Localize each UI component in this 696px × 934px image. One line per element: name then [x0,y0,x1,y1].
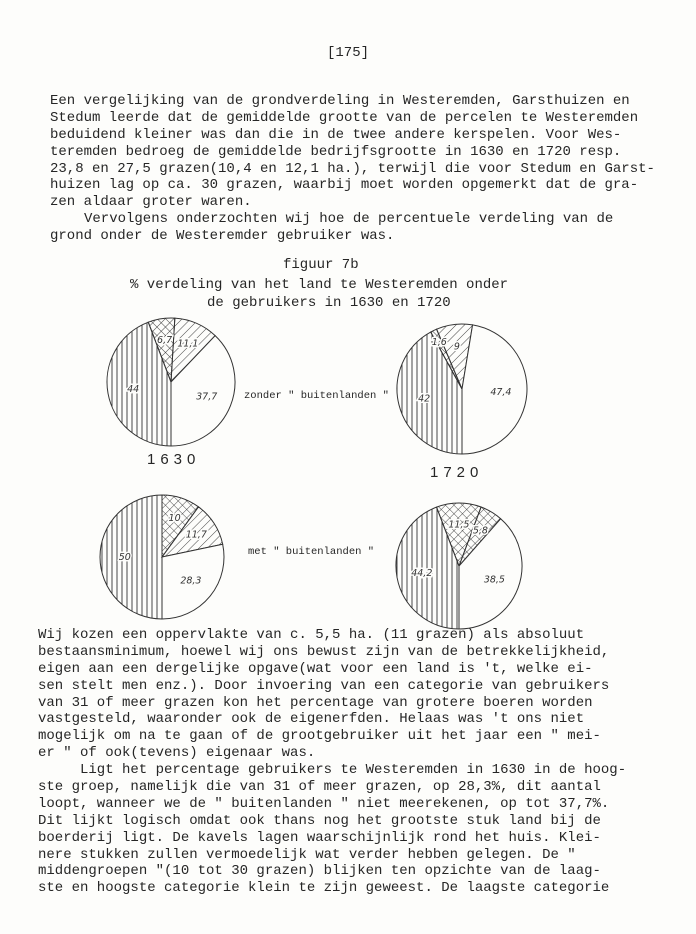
pie-1720-with-buitenlanden [396,503,522,629]
pie-slice-label: 11,5 [448,519,470,531]
paragraph-discussion [38,627,626,897]
pie-slice-label: 9 [453,341,460,353]
text-line: Dit lijkt logisch omdat ook thans nog het grootste stuk land bij de [38,812,601,829]
figure-subtitle: de gebruikers in 1630 en 1720 [207,295,451,311]
figure-label: figuur 7b [283,257,359,273]
text-line: eigen aan een dergelijke opgave(wat voor een land is 't, welke ei- [38,660,593,677]
figure-title: % verdeling van het land te Westeremden onder [130,277,509,293]
text-line: 23,8 en 27,5 grazen(10,4 en 12,1 ha.), terwijl die voor Stedum en Garst- [50,160,655,177]
text-line: er " of ook(tevens) eigenaar was. [38,745,316,762]
text-line: sen stelt men enz.). Door invoering van een categorie van gebruikers [38,677,610,694]
text-line: van 31 of meer grazen kon het percentage van grotere boeren worden [38,694,593,711]
text-line: Ligt het percentage gebruikers te Westeremden in 1630 in de hoog- [80,762,627,779]
text-line: ste groep, namelijk die van 31 of meer grazen, op 28,3%, dit aantal [38,779,601,796]
pie-slice-label: 47,4 [490,387,512,399]
text-line: teremden bedroeg de gemiddelde bedrijfsgrootte in 1630 en 1720 resp. [50,143,622,160]
pie-slice-label: 42 [418,393,431,405]
pie-slice-label: 10 [168,513,181,525]
text-line: Vervolgens onderzochten wij hoe de percentuele verdeling van de [84,211,614,228]
page-number: [175] [327,45,370,61]
pie-slice-label: 44,2 [411,567,433,579]
pie-slice-label: 50 [118,552,131,563]
text-line: Een vergelijking van de grondverdeling in Westeremden, Garsthuizen en [50,93,630,109]
pie-slice-label: 37,7 [196,391,218,403]
text-line: boerderij ligt. De kavels lagen waarschijnlijk rond het huis. Klei- [38,829,601,846]
text-line: grond onder de Westeremder gebruiker was. [50,228,395,245]
pie-slice-label: 38,5 [483,574,505,586]
pie-slice-label: 11,1 [177,338,199,350]
pie-slice-label: 11,7 [185,529,207,541]
pie-1630-with-buitenlanden [100,495,224,619]
text-line: mogelijk om na te gaan of de grootgebruiker uit het jaar een " mei- [38,728,601,745]
text-line: Wij kozen een oppervlakte van c. 5,5 ha. (11 grazen) als absoluut [38,627,585,643]
pie-slice-label: 28,3 [180,575,202,587]
year-label-1630: 1630 [147,451,201,468]
text-line: huizen lag op ca. 30 grazen, waarbij moet worden opgemerkt dat de gra- [50,177,639,194]
text-line: ste en hoogste categorie klein te zijn geweest. De laagste categorie [38,880,610,897]
pie-slice-vertical [100,495,162,619]
text-line: Stedum leerde dat de gemiddelde grootte van de percelen te Westeremden [50,109,639,126]
condition-label-without: zonder " buitenlanden " [244,390,389,402]
pie-slice-label: 1,6 [431,337,447,349]
text-line: loopt, wanneer we de " buitenlanden " niet meerekenen, op tot 37,7%. [38,795,610,812]
condition-label-with: met " buitenlanden " [248,546,375,558]
text-line: zen aldaar groter waren. [50,194,252,211]
pie-slice-label: 6,7 [157,335,173,347]
text-line: beduidend kleiner was dan die in de twee andere kerspelen. Voor Wes- [50,126,622,143]
text-line: nere stukken zullen vermoedelijk wat verder hebben gelegen. De " [38,846,576,863]
pie-slice-label: 5,8 [472,525,488,537]
pie-1720-without-buitenlanden [397,324,527,454]
pie-1630-without-buitenlanden [107,318,235,446]
year-label-1720: 1720 [430,464,484,481]
pie-slice-label: 44 [127,383,140,395]
text-line: bestaansminimum, hoewel wij ons bewust zijn van de betrekkelijkheid, [38,643,610,660]
text-line: vastgesteld, waaronder ook de eigenerfden. Helaas was 't ons niet [38,711,585,728]
text-line: middengroepen "(10 tot 30 grazen) blijken ten opzichte van de laag- [38,863,601,880]
